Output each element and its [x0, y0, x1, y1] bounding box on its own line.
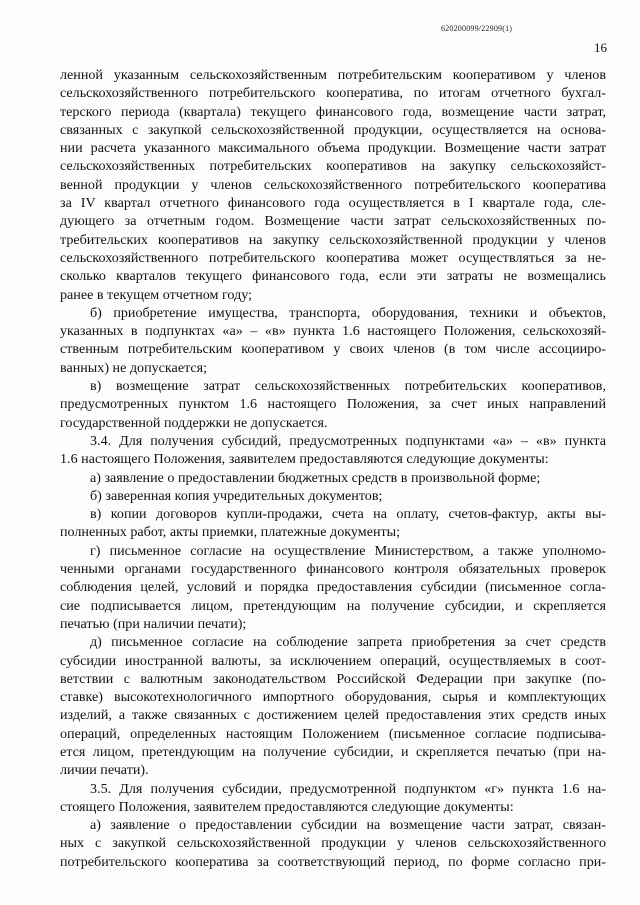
- text-line: венной продукции у членов сельскохозяйственного потребительского кооператива: [60, 176, 606, 193]
- text-line: дующего за отчетным годом. Возмещение части затрат сельскохозяйственных по-: [60, 213, 606, 230]
- text-line: ственным потребительским кооперативом у своих членов (в том числе ассоцииро-: [60, 341, 606, 358]
- text-line: полненных работ, акты приемки, платежные документы;: [60, 524, 401, 541]
- text-line: изделий, а также связанных с достижением целей предоставления этих средств иных: [60, 707, 606, 724]
- text-line: нии расчета указанного максимального объема продукции. Возмещение части затрат: [60, 140, 606, 157]
- body-text: [60, 66, 606, 871]
- text-line: указанных в подпунктах «а» – «в» пункта 1.6 настоящего Положения, сельскохозяй-: [60, 323, 606, 340]
- text-line: печатью (при наличии печати);: [60, 615, 247, 632]
- text-line: сколько кварталов текущего финансового года, если эти затраты не возмещались: [60, 268, 606, 285]
- text-line: ванных) не допускается;: [60, 359, 208, 376]
- text-line: ветствии с валютным законодательством Российской Федерации при закупке (по-: [60, 670, 606, 687]
- page-number: 16: [594, 40, 607, 55]
- text-line: а) заявление о предоставлении бюджетных средств в произвольной форме;: [90, 469, 541, 486]
- text-line: а) заявление о предоставлении субсидии на возмещение части затрат, связан-: [90, 817, 606, 834]
- text-line: б) приобретение имущества, транспорта, оборудования, техники и объектов,: [90, 304, 606, 321]
- text-line: связанных с закупкой сельскохозяйственной продукции, осуществляется на основа-: [60, 121, 606, 138]
- text-line: за IV квартал отчетного финансового года осуществляется в I квартале года, сле-: [60, 195, 606, 212]
- text-line: в) копии договоров купли-продажи, счета на оплату, счетов-фактур, акты вы-: [90, 506, 606, 523]
- text-line: в) возмещение затрат сельскохозяйственных потребительских кооперативов,: [90, 378, 606, 395]
- text-line: ченными органами государственного финансового контроля обязательных проверок: [60, 561, 606, 578]
- text-line: д) письменное согласие на соблюдение запрета приобретения за счет средств: [90, 634, 606, 651]
- text-line: ется лицом, претендующим на получение субсидии, и скрепляется печатью (при на-: [60, 743, 606, 760]
- text-line: государственной поддержки не допускается.: [60, 414, 328, 431]
- text-line: ленной указанным сельскохозяйственным потребительским кооперативом у членов: [60, 67, 606, 83]
- text-line: ных с закупкой сельскохозяйственной продукции у членов сельскохозяйственного: [60, 835, 606, 852]
- text-line: субсидии иностранной валюты, за исключением операций, осуществляемых в соот-: [60, 652, 606, 669]
- text-line: 3.5. Для получения субсидии, предусмотренной подпунктом «г» пункта 1.6 на-: [90, 780, 606, 797]
- text-line: 3.4. Для получения субсидий, предусмотренных подпунктами «а» – «в» пункта: [90, 432, 606, 449]
- text-line: 1.6 настоящего Положения, заявителем предоставляются следующие документы:: [60, 451, 549, 468]
- text-line: предусмотренных пунктом 1.6 настоящего Положения, за счет иных направлений: [60, 396, 606, 413]
- text-line: г) письменное согласие на осуществление Министерством, а также уполномо-: [90, 542, 606, 559]
- text-line: требительских кооперативов на закупку сельскохозяйственной продукции у членов: [60, 231, 606, 248]
- text-line: соблюдения целей, условий и порядка предоставления субсидии (письменное согла-: [60, 579, 606, 596]
- text-line: сельскохозяйственного потребительского кооператива, по итогам отчетного бухгал-: [60, 85, 606, 102]
- text-line: операций, определенных настоящим Положением (письменное согласие подписыва-: [60, 725, 606, 742]
- text-line: стоящего Положения, заявителем предоставляются следующие документы:: [60, 798, 514, 815]
- text-line: сельскохозяйственных потребительских кооперативов на закупку сельскохозяйст-: [60, 158, 606, 175]
- text-line: б) заверенная копия учредительных документов;: [90, 487, 383, 504]
- text-line: ставке) высокотехнологичного импортного оборудования, сырья и комплектующих: [60, 689, 606, 706]
- text-line: потребительского кооператива за соответствующий период, по форме согласно при-: [60, 853, 606, 870]
- text-line: сельскохозяйственного потребительского кооператива может осуществляться за не-: [60, 249, 606, 266]
- text-line: личии печати).: [60, 762, 149, 779]
- document-id: 620200099/22909(1): [441, 24, 513, 33]
- text-line: ранее в текущем отчетном году;: [60, 286, 253, 303]
- text-line: сие подписывается лицом, претендующим на получение субсидии, и скрепляется: [60, 597, 606, 614]
- text-line: терского периода (квартала) текущего финансового года, возмещение части затрат,: [60, 103, 606, 120]
